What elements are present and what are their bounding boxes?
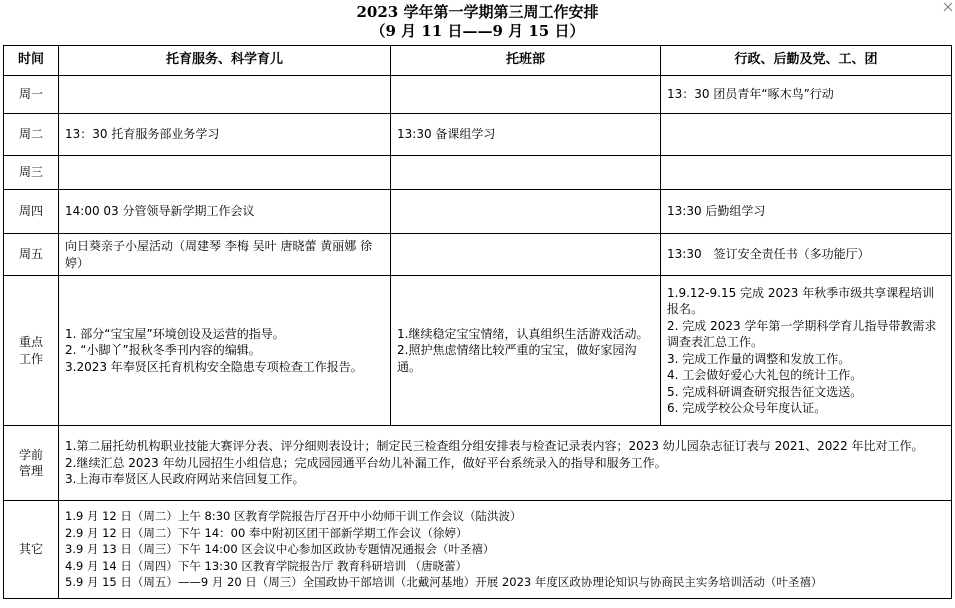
table-row [4,190,952,234]
page-subtitle: （9 月 11 日——9 月 15 日） [370,22,585,40]
list-item: 1.继续稳定宝宝情绪，认真组织生活游戏活动。 [397,326,649,341]
table-row [4,76,952,114]
list-item: 4.9 月 14 日（周四）下午 13:30 区教育学院报告厅 教育科研培训 （唐晓蕾） [65,558,468,573]
header-time: 时间 [4,46,59,76]
list-item: 2. 完成 2023 学年第一学期科学育儿指导带教需求调查表汇总工作。 [667,318,937,349]
table-cell [59,426,952,501]
list-item: 4. 工会做好爱心大礼包的统计工作。 [667,368,863,382]
table-cell [391,234,661,276]
header-row [4,46,952,76]
row-label: 周五 [4,234,59,276]
list-item: 2.继续汇总 2023 年幼儿园招生小组信息；完成园园通平台幼儿补漏工作，做好平台系统录入的指导和服务工作。 [65,455,667,470]
list-item: 2.照护焦虑情绪比较严重的宝宝，做好家园沟通。 [397,343,637,374]
row-label: 周一 [4,76,59,114]
table-cell [391,156,661,190]
table-cell: 13:30 签订安全责任书（多功能厅） [661,234,952,276]
table-cell [661,276,952,426]
list-item: 3.2023 年奉贤区托育机构安全隐患专项检查工作报告。 [65,359,363,374]
table-row [4,426,952,501]
list-item: 2. “小脚丫”报秋冬季刊内容的编辑。 [65,343,261,358]
table-cell [661,114,952,156]
table-cell [661,156,952,190]
schedule-table [3,45,952,599]
list-item: 6. 完成学校公众号年度认证。 [667,401,827,415]
table-cell: 13：30 团员青年“啄木鸟”行动 [661,76,952,114]
page-title: 2023 学年第一学期第三周工作安排 [356,3,599,21]
list-item: 3.9 月 13 日（周三）下午 14:00 区会议中心参加区政协专题情况通报会（叶圣禧） [65,542,495,557]
table-cell [59,501,952,599]
table-row [4,501,952,599]
list-item: 3.上海市奉贤区人民政府网站来信回复工作。 [65,472,305,487]
close-icon[interactable] [941,0,955,14]
row-label: 周三 [4,156,59,190]
row-label: 学前管理 [4,426,59,501]
table-cell [391,76,661,114]
table-cell: 13：30 托育服务部业务学习 [59,114,391,156]
list-item: 1.9.12-9.15 完成 2023 年秋季市级共享课程培训报名。 [667,285,935,316]
header-childcare: 托育服务、科学育儿 [59,46,391,76]
row-label: 周四 [4,190,59,234]
header-admin: 行政、后勤及党、工、团 [661,46,952,76]
table-cell: 13:30 后勤组学习 [661,190,952,234]
list-item: 1.9 月 12 日（周二）上午 8:30 区教育学院报告厅召开中小幼师干训工作会议（陆洪波） [65,509,522,524]
row-label: 重点工作 [4,276,59,426]
table-cell [59,156,391,190]
list-item: 2.9 月 12 日（周二）下午 14：00 奉中附初区团干部新学期工作会议（徐婷） [65,525,468,540]
table-cell [59,276,391,426]
table-cell: 14:00 03 分管领导新学期工作会议 [59,190,391,234]
table-cell [59,76,391,114]
row-label: 周二 [4,114,59,156]
row-label: 其它 [4,501,59,599]
list-item: 3. 完成工作量的调整和发放工作。 [667,351,851,366]
list-item: 5.9 月 15 日（周五）——9 月 20 日（周三）全国政协干部培训（北戴河基地）开展 2023 年度区政协理论知识与协商民主实务培训活动（叶圣禧） [65,575,823,590]
list-item: 1.第二届托幼机构职业技能大赛评分表、评分细则表设计；制定民三检查组分组安排表与检查记录表内容；2023 幼儿园杂志征订表与 2021、2022 年比对工作。 [65,439,924,454]
table-cell: 13:30 备课组学习 [391,114,661,156]
list-item: 1. 部分“宝宝屋”环境创设及运营的指导。 [65,326,285,341]
table-row [4,156,952,190]
table-cell: 向日葵亲子小屋活动（周建琴 李梅 吴叶 唐晓蕾 黄丽娜 徐婷） [59,234,391,276]
header-nursery: 托班部 [391,46,661,76]
table-row [4,276,952,426]
table-row [4,234,952,276]
list-item: 5. 完成科研调查研究报告征文选送。 [667,384,863,399]
table-cell [391,276,661,426]
table-cell [391,190,661,234]
table-row [4,114,952,156]
